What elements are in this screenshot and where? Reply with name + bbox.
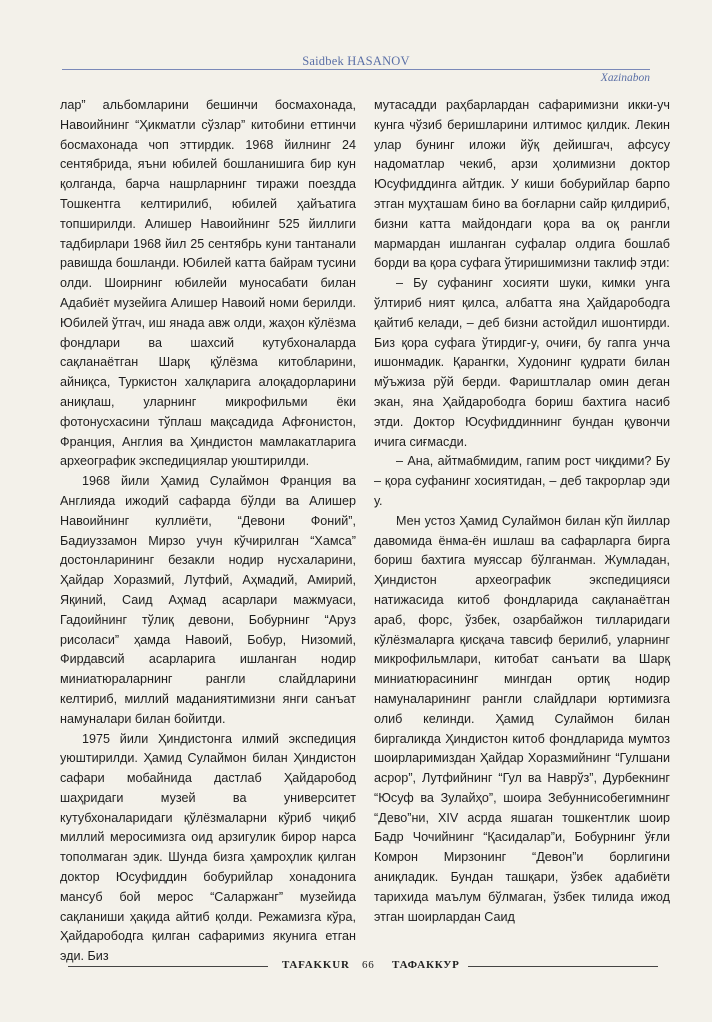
text-column-left [60, 96, 356, 967]
paragraph: – Бу суфанинг хосияти шуки, кимки унга ўлтириб ният қилса, албатта яна Ҳайдарободга қайтиб келади, – деб бизни астойдил ишонтирди. Биз қора суфага ўтирдиг-у, очиғи, бу гапга унча ишонмадик. Қарангки, Худонинг қудрати билан мўъжиза рўй берди. Фариштлалар омин деган экан, яна Ҳайдарободга бориш бахтига насиб этди. Доктор Юсуфиддиннинг бундан қувончи ичига сиғмасди. [374, 276, 670, 449]
paragraph: – Ана, айтмабмидим, гапим рост чиқдими? Бу – қора суфанинг хосиятидан, – деб такрорлар эди у. [374, 454, 670, 508]
paragraph: 1968 йили Ҳамид Сулаймон Франция ва Англияда ижодий сафарда бўлди ва Алишер Навоийнинг куллиёти, “Девони Фоний”, Бадиуззамон Мирзо учун кўчирилган “Хамса” достонларининг безакли нодир нусхаларини, Ҳайдар Хоразмий, Лутфий, Аҳмадий, Амирий, Яқиний, Саид Аҳмад асарлари мажмуаси, Гадоийнинг тўлиқ девони, Бобурнинг “Аруз рисоласи” ҳамда Навоий, Бобур, Низомий, Фирдавсий асарларига ишланган нодир миниатюраларнинг рангли слайдларини келтириб, миллий маданиятимизни янги санъат намуналари билан бойитди. [60, 474, 356, 726]
running-head-author: Saidbek HASANOV [302, 54, 410, 68]
footer-journal-latin: TAFAKKUR [282, 959, 350, 971]
text-column-right [374, 96, 670, 927]
paragraph: лар” альбомларини бешинчи босмахонада, Навоийнинг “Ҳикматли сўзлар” китобини еттинчи босмахонада чоп эттирдик. 1968 йилнинг 24 сентябрида, яъни юбилей бошланишига бир кун қолганда, барча нашрларнинг тиражи поездда Тошкентга келтирилиб, юбилей ҳайъатига топширилди. Алишер Навоийнинг 525 йиллиги тадбирлари 1968 йил 25 сентябрь куни тантанали равишда бошланди. Юбилей катта байрам тусини олди. Шоирнинг юбилейи муносабати билан Адабиёт музейига Алишер Навоий номи берилди. Юбилей ўтгач, иш янада авж олди, жаҳон кўлёзма фондлари ва шахсий кутубхоналарда сақланаётган Шарқ қўлёзма китобларини, айниқса, Туркистон халқларига алоқадорларини аниқлаш, уларнинг микрофильми ёки фотонусхасини тўплаш мақсадида Афғонистон, Франция, Англия ва Ҳиндистон мамлакатларига археографик экспедициялар уюштирилди. [60, 98, 356, 469]
paragraph: мутасадди раҳбарлардан сафаримизни икки-уч кунга чўзиб беришларини илтимос қилдик. Лекин улар бунинг иложи йўқ дейишгач, афсусу надоматлар чекиб, арзи ҳолимизни доктор Юсуфиддинга айтдик. У киши бобурийлар барпо этган муҳташам бино ва боғларни сайр қилдириб, бизни катта майдондаги қора ва оқ рангли мармардан ишланган суфалар олдига бошлаб борди ва қора суфага ўтиришимизни таклиф этди: [374, 98, 670, 271]
paragraph: Мен устоз Ҳамид Сулаймон билан кўп йиллар давомида ёнма-ён ишлаш ва сафарларга бирга бориш бахтига муяссар бўлганман. Жумладан, Ҳиндистон археографик экспедицияси натижасида китоб фондларида сақланаётган араб, форс, ўзбек, озарбайжон тилларидаги кўлёзмаларга қисқача тавсиф берилиб, уларнинг микрофильмлари, китобат санъати ва Шарқ миниатюрасининг мингдан ортиқ нодир намуналарининг рангли слайдлари юртимизга олиб келинди. Ҳамид Сулаймон билан биргаликда Ҳиндистон китоб фондларида мумтоз шоирларимиздан Ҳайдар Хоразмийнинг “Гулшани асрор”, Лутфийнинг “Гул ва Наврўз”, Дурбекнинг “Юсуф ва Зулайҳо”, шоира Зебуннисобегимнинг “Дево”ни, XIV асрда яшаган тошкентлик шоир Бадр Чочийнинг “Қасидалар”и, Бобурнинг ўғли Комрон Мирзонинг “Девон”и борлигини аниқладик. Бундан ташқари, ўзбек адабиёти тарихида маълум бўлмаган, ўзбек тилида ижод этган шоирлардан Саид [374, 513, 670, 924]
page-header [0, 50, 712, 90]
page-footer [0, 957, 712, 977]
paragraph: 1975 йили Ҳиндистонга илмий экспедиция уюштирилди. Ҳамид Сулаймон билан Ҳиндистон сафари мобайнида дастлаб Ҳайдаробод шаҳридаги музей ва университет кутубхоналаридаги қўлёзмаларни кўриб чиқиб миллий меросимизга оид арзигулик бирор нарса тополмаган эдик. Шунда бизга ҳамроҳлик қилган доктор Юсуфиддин бобурийлар хонадонига мансуб бой мерос “Саларжанг” музейида сақланиши ҳақида айтиб қолди. Режамизга кўра, Ҳайдарободга қилган сафаримиз якунига етган эди. Биз [60, 731, 356, 964]
footer-rule-left [68, 966, 268, 967]
footer-rule-right [468, 966, 658, 967]
header-rule [62, 69, 650, 70]
running-head-section: Xazinabon [600, 72, 650, 84]
footer-journal-cyrillic: ТАФАККУР [392, 959, 460, 971]
page-number: 66 [362, 959, 375, 971]
